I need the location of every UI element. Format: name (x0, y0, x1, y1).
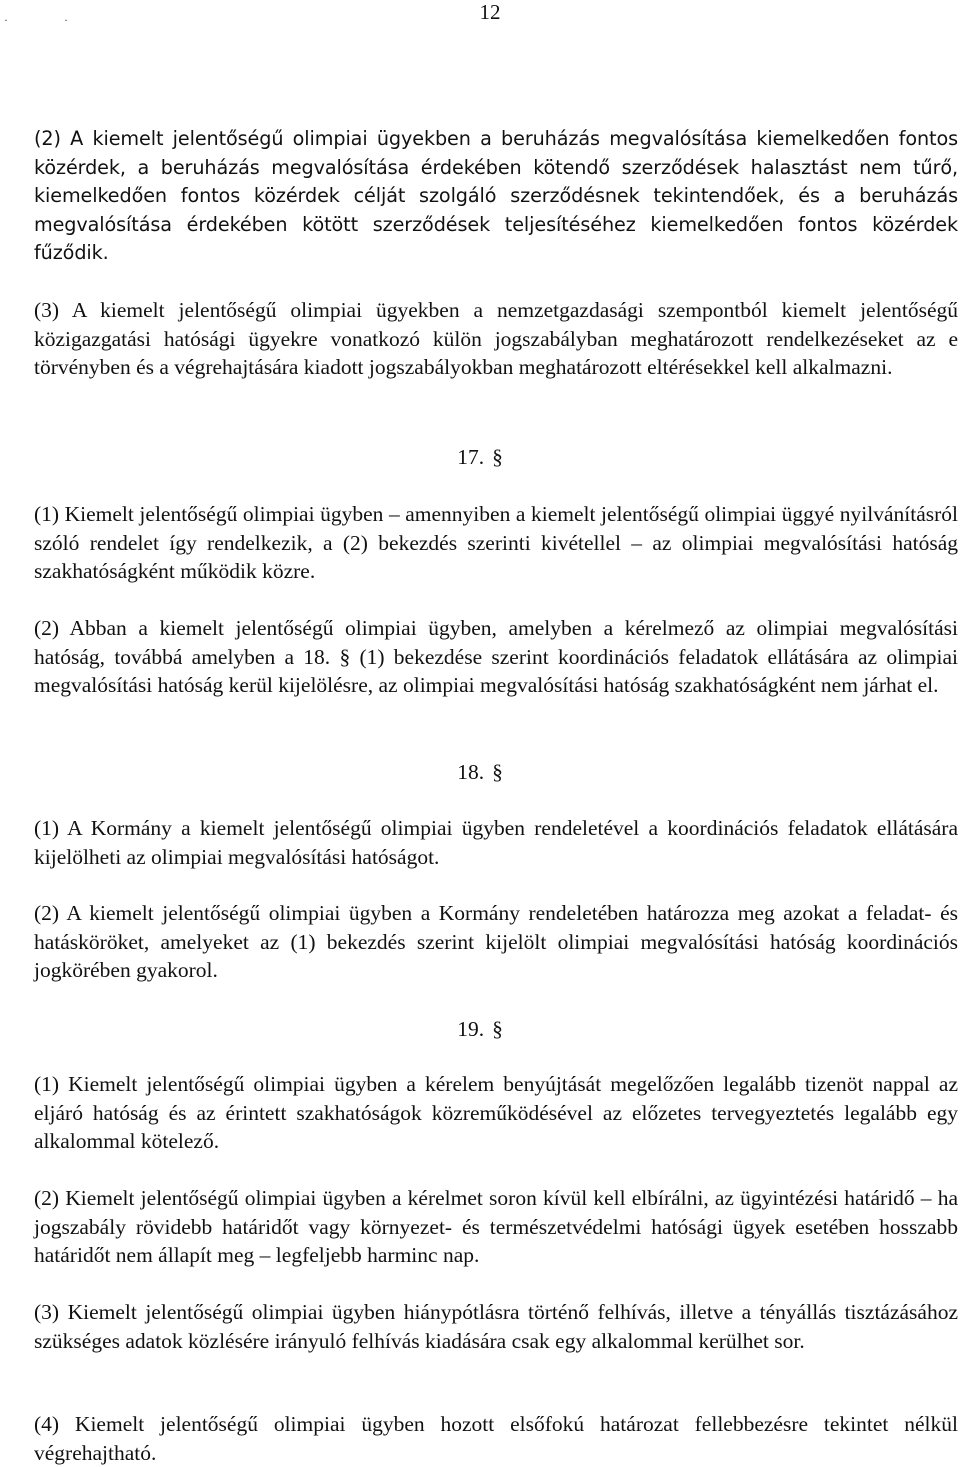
section-19-heading (0, 1015, 960, 1043)
section-17-paragraph-2: (2) Abban a kiemelt jelentőségű olimpiai ügyben, amelyben a kérelmező az olimpiai megvalósítási hatóság, továbbá amelyben a 18. § (1) bekezdése szerint koordinációs feladatok ellátására az olimpiai megvalósítási hatóság kerül kijelölésre, az olimpiai megvalósítási hatóság szakhatóságként nem járhat el. (34, 616, 958, 698)
section-17-heading (0, 443, 960, 471)
section-symbol: § (492, 1017, 503, 1041)
document-page: · · 12 (2) A kiemelt jelentőségű olimpiai ügyekben a beruházás megvalósítása kiemelkedően fontos közérdek, a beruházás megvalósítása érdekében kötendő szerződések halasztást nem tűrő, kiemelkedően fontos közérdek célját szolgáló szerződésnek tekintendőek, és a beruházás megvalósítása érdekében kötött szerződések teljesítéséhez kiemelkedően fontos közérdek fűződik. (3) A kiemelt jelentőségű olimpiai ügyekben a nemzetgazdasági szempontból kiemelt jelentőségű közigazgatási hatósági ügyekre vonatkozó külön jogszabályban meghatározott rendelkezéseket az e törvényben és a végrehajtására kiadott jogszabályokban meghatározott eltérésekkel kell alkalmazni. 17. § (1) Kiemelt jelentőségű olimpiai ügyben – amennyiben a kiemelt jelentőségű olimpiai üggyé nyilvánításról szóló rendelet így rendelkezik, a (2) bekezdés szerinti kivétellel – az olimpiai megvalósítási hatóság szakhatóságként működik közre. (2) Abban a kiemelt jelentőségű olimpiai ügyben, amelyben a kérelmező az olimpiai megvalósítási hatóság, továbbá amelyben a 18. § (1) bekezdése szerint koordinációs feladatok ellátására az olimpiai megvalósítási hatóság kerül kijelölésre, az olimpiai megvalósítási hatóság szakhatóságként nem járhat el. 18. § (1) A Kormány a kiemelt jelentőségű olimpiai ügyben rendeletével a koordinációs feladatok ellátására kijelölheti az olimpiai megvalósítási hatóságot. (2) A kiemelt jelentőségű olimpiai ügyben a Kormány rendeletében határozza meg azokat a feladat- és hatásköröket, amelyeket az (1) bekezdés szerint kijelölt olimpiai megvalósítási hatóság koordinációs jogkörében gyakorol. 19. § (1) Kiemelt jelentőségű olimpiai ügyben a kérelem benyújtását megelőzően legalább tizenöt nappal az eljáró hatóság és az érintett szakhatóságok közreműködésével az előzetes tervegyeztetés legalább egy alkalommal kötelező. (2) Kiemelt jelentőségű olimpiai ügyben a kérelmet soron kívül kell elbírálni, az ügyintézési határidő – ha jogszabály rövidebb határidőt vagy környezet- és természetvédelmi hatósági ügyek esetében hosszabb határidőt nem állapít meg – legfeljebb harminc nap. (3) Kiemelt jelentőségű olimpiai ügyben hiánypótlásra történő felhívás, illetve a tényállás tisztázásához szükséges adatok közlésére irányuló felhívás kiadására csak egy alkalommal kerülhet sor. (4) Kiemelt jelentőségű olimpiai ügyben hozott elsőfokú határozat fellebbezésre tekintet nélkül végrehajtható. (0, 0, 960, 1466)
section-19-paragraph-1: (1) Kiemelt jelentőségű olimpiai ügyben a kérelem benyújtását megelőzően legalább tizenöt nappal az eljáró hatóság és az érintett szakhatóságok közreműködésével az előzetes tervegyeztetés legalább egy alkalommal kötelező. (34, 1072, 958, 1154)
section-symbol: § (492, 445, 503, 469)
section-18-paragraph-1: (1) A Kormány a kiemelt jelentőségű olimpiai ügyben rendeletével a koordinációs feladatok ellátására kijelölheti az olimpiai megvalósítási hatóságot. (34, 816, 958, 869)
section-18-number: 18. (457, 760, 485, 784)
section-19-paragraph-4: (4) Kiemelt jelentőségű olimpiai ügyben hozott elsőfokú határozat fellebbezésre tekintet nélkül végrehajtható. (34, 1412, 958, 1465)
page-number: 12 (479, 0, 501, 24)
paragraph-2-continued: (2) A kiemelt jelentőségű olimpiai ügyekben a beruházás megvalósítása kiemelkedően fontos közérdek, a beruházás megvalósítása érdekében kötendő szerződések halasztást nem tűrő, kiemelkedően fontos közérdek célját szolgáló szerződésnek tekintendőek, és a beruházás megvalósítása érdekében kötött szerződések teljesítéséhez kiemelkedően fontos közérdek fűződik. (34, 127, 958, 265)
section-symbol: § (492, 760, 503, 784)
section-19-paragraph-3: (3) Kiemelt jelentőségű olimpiai ügyben hiánypótlásra történő felhívás, illetve a tényállás tisztázásához szükséges adatok közlésére irányuló felhívás kiadására csak egy alkalommal kerülhet sor. (34, 1300, 958, 1353)
section-17-paragraph-1: (1) Kiemelt jelentőségű olimpiai ügyben – amennyiben a kiemelt jelentőségű olimpiai üggyé nyilvánításról szóló rendelet így rendelkezik, a (2) bekezdés szerinti kivétellel – az olimpiai megvalósítási hatóság szakhatóságként működik közre. (34, 502, 958, 584)
section-19-number: 19. (457, 1017, 485, 1041)
section-17-number: 17. (457, 445, 485, 469)
section-18-paragraph-2: (2) A kiemelt jelentőségű olimpiai ügyben a Kormány rendeletében határozza meg azokat a feladat- és hatásköröket, amelyeket az (1) bekezdés szerint kijelölt olimpiai megvalósítási hatóság koordinációs jogkörében gyakorol. (34, 901, 958, 983)
section-19-paragraph-2: (2) Kiemelt jelentőségű olimpiai ügyben a kérelmet soron kívül kell elbírálni, az ügyintézési határidő – ha jogszabály rövidebb határidőt vagy környezet- és természetvédelmi hatósági ügyek esetében hosszabb határidőt nem állapít meg – legfeljebb harminc nap. (34, 1186, 958, 1268)
paragraph-3-continued: (3) A kiemelt jelentőségű olimpiai ügyekben a nemzetgazdasági szempontból kiemelt jelentőségű közigazgatási hatósági ügyekre vonatkozó külön jogszabályban meghatározott rendelkezéseket az e törvényben és a végrehajtására kiadott jogszabályokban meghatározott eltérésekkel kell alkalmazni. (34, 298, 958, 380)
section-18-heading (0, 758, 960, 786)
